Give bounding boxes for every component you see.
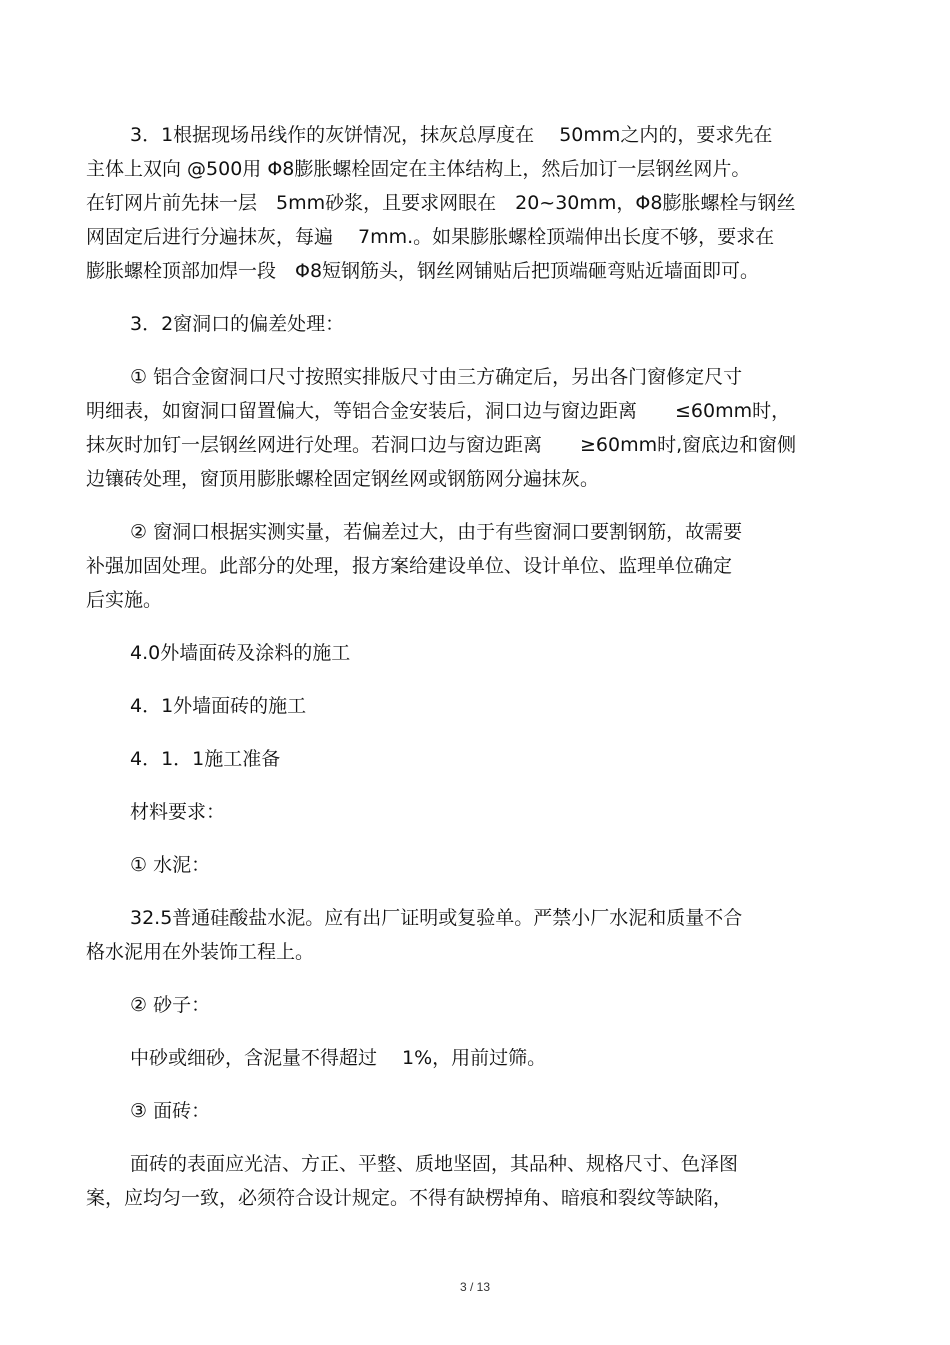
text-line: 补强加固处理。此部分的处理，报方案给建设单位、设计单位、监理单位确定: [86, 555, 733, 577]
text-line: ① 铝合金窗洞口尺寸按照实排版尺寸由三方确定后，另出各门窗修定尺寸: [130, 366, 743, 388]
text-line: 中砂或细砂，含泥量不得超过 1%，用前过筛。: [130, 1047, 547, 1069]
text-line: ② 窗洞口根据实测实量，若偏差过大，由于有些窗洞口要割钢筋，故需要: [130, 521, 743, 543]
text-line: 4．1外墙面砖的施工: [130, 695, 307, 717]
text-line: 抹灰时加钉一层钢丝网进行处理。若洞口边与窗边距离 ≥60mm时,窗底边和窗侧: [86, 434, 797, 456]
tile-description: [86, 1147, 858, 1215]
text-line: 网固定后进行分遍抹灰，每遍 7mm.。如果膨胀螺栓顶端伸出长度不够，要求在: [86, 226, 775, 248]
text-line: ③ 面砖：: [130, 1100, 211, 1122]
document-body: [86, 118, 858, 1234]
text-line: 面砖的表面应光洁、方正、平整、质地坚固，其品种、规格尺寸、色泽图: [130, 1153, 739, 1175]
sand-heading: [86, 988, 858, 1022]
sand-description: [86, 1041, 858, 1075]
materials-heading: [86, 795, 858, 829]
paragraph-3-1: [86, 118, 858, 288]
section-heading-3-2: [86, 307, 858, 341]
text-line: 案，应均匀一致，必须符合设计规定。不得有缺楞掉角、暗痕和裂纹等缺陷，: [86, 1187, 733, 1209]
section-heading-4-0: [86, 636, 858, 670]
list-item-1: [86, 360, 858, 496]
page-number: 3 / 13: [459, 1280, 491, 1294]
text-line: 膨胀螺栓顶部加焊一段 Φ8短钢筋头，钢丝网铺贴后把顶端砸弯贴近墙面即可。: [86, 260, 760, 282]
text-line: 32.5普通硅酸盐水泥。应有出厂证明或复验单。严禁小厂水泥和质量不合: [130, 907, 743, 929]
text-line: 格水泥用在外装饰工程上。: [86, 941, 315, 963]
section-heading-4-1-1: [86, 742, 858, 776]
text-line: 3．2窗洞口的偏差处理：: [130, 313, 345, 335]
text-line: 4.0外墙面砖及涂料的施工: [130, 642, 351, 664]
text-line: 边镶砖处理，窗顶用膨胀螺栓固定钢丝网或钢筋网分遍抹灰。: [86, 468, 600, 490]
text-line: 材料要求：: [130, 801, 226, 823]
text-line: 3．1根据现场吊线作的灰饼情况，抹灰总厚度在 50mm之内的，要求先在: [130, 124, 773, 146]
list-item-2: [86, 515, 858, 617]
section-heading-4-1: [86, 689, 858, 723]
text-line: 主体上双向 @500用 Φ8膨胀螺栓固定在主体结构上，然后加订一层钢丝网片。: [86, 158, 751, 180]
text-line: 在钉网片前先抹一层 5mm砂浆，且要求网眼在 20~30mm，Φ8膨胀螺栓与钢丝: [86, 192, 796, 214]
text-line: ② 砂子：: [130, 994, 211, 1016]
text-line: 4．1．1施工准备: [130, 748, 281, 770]
tile-heading: [86, 1094, 858, 1128]
cement-heading: [86, 848, 858, 882]
text-line: 明细表，如窗洞口留置偏大，等铝合金安装后，洞口边与窗边距离 ≤60mm时，: [86, 400, 791, 422]
cement-description: [86, 901, 858, 969]
text-line: ① 水泥：: [130, 854, 211, 876]
text-line: 后实施。: [86, 589, 163, 611]
